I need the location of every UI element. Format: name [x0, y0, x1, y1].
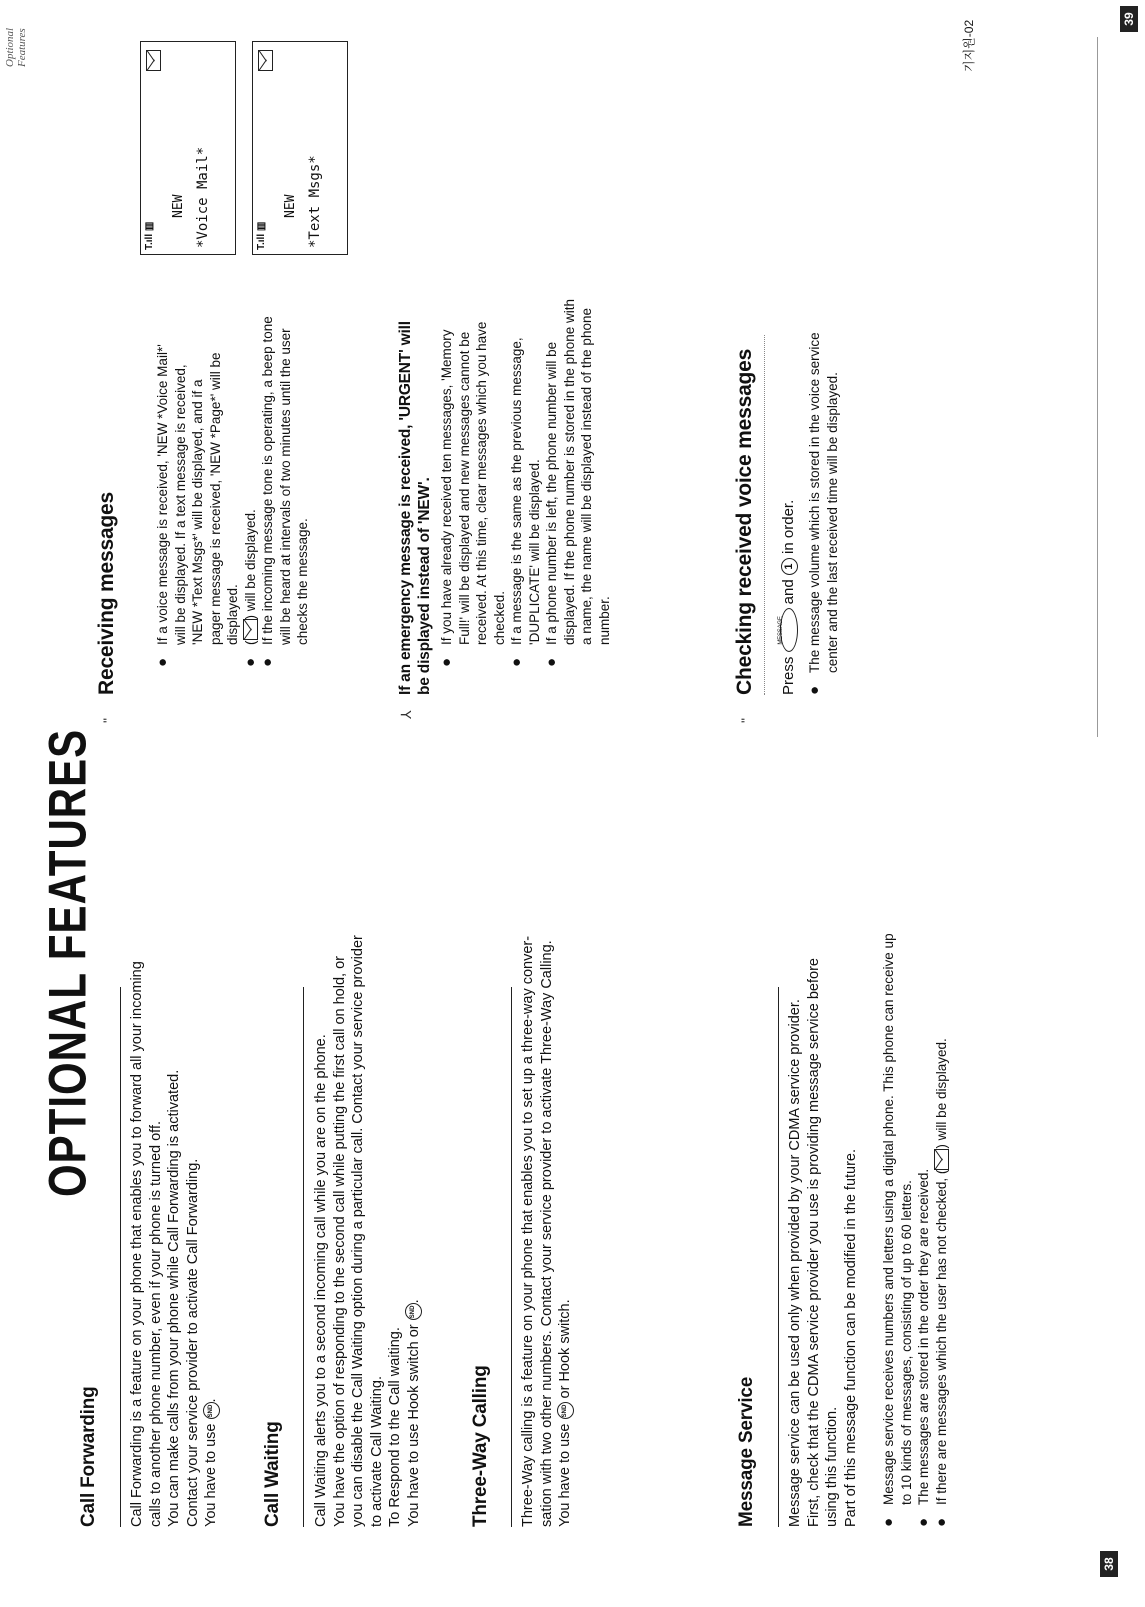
list-item: ● () will be displayed. [242, 227, 260, 667]
section-rule [511, 987, 512, 1527]
list-item: ● If a voice message is received, 'NEW *Voice Mail*' will be displayed. If a text message is received, 'NEW *Text Msgs*' will be displayed, and if a pager message is received, 'NEW *Page*' will be displayed. [154, 227, 242, 667]
section-rule [120, 987, 121, 1527]
key-one-icon: 1 [781, 558, 798, 575]
section-rule [778, 987, 779, 1527]
screen-line-1: NEW [171, 194, 186, 218]
checking-instruction: Press MESSAGE and 1 in order. [778, 499, 797, 695]
page-title: OPTIONAL FEATURES [38, 728, 97, 1197]
envelope-icon [243, 620, 258, 641]
call-forwarding-text: Call Forwarding is a feature on your phone that enables you to forward all your incoming calls to another phone number, even if your phone is turned off. You can make calls from your phone while Call Forwarding is activated. Contact your service provider to activate Call Forwarding. You have to use SND. [129, 961, 219, 1527]
emergency-heading: If an emergency message is received, 'URGENT' will be displayed instead of 'NEW'. [397, 321, 433, 695]
list-item: ● If the incoming message tone is operating, a beep tone will be heard at intervals of two minutes until the user checks the message. [259, 227, 312, 667]
signal-battery-icon: T.ıll ▥ [144, 221, 155, 250]
checking-heading: Checking received voice messages [733, 348, 756, 695]
running-header: Optional Features [4, 27, 28, 67]
message-key-icon: MESSAGE [780, 608, 798, 652]
call-waiting-text: Call Waiting alerts you to a second incoming call while you are on the phone. You have the option of responding to the second call while putting the first call on hold, or you can disable the Call Waiting option during a particular call. Contact your service provider to activate Call Waiting. To Respond to the Call waiting. You have to use Hook switch or SND. [313, 935, 422, 1527]
list-item: ● If you have already received ten messages, 'Memory Full!' will be displayed and new messages cannot be received. At this time, clear messages which you have checked. [438, 207, 508, 667]
call-forwarding-heading: Call Forwarding [78, 1386, 99, 1527]
list-item: ● The messages are stored in the order they are received. [915, 767, 933, 1527]
three-way-text: Three-Way calling is a feature on your phone that enables you to set up a three-way conver- sation with two other numbers. Contact your service provider to activate Three-Way Calling. You have to use SND or Hook switch. [520, 935, 573, 1527]
message-service-heading: Message Service [736, 1376, 757, 1527]
envelope-icon [146, 50, 161, 71]
list-item: ● If a message is the same as the previous message, 'DUPLICATE' will be displayed. [508, 207, 543, 667]
checking-bullets [806, 215, 841, 695]
receiving-heading: Receiving messages [95, 491, 118, 695]
tick-mark: " [100, 718, 116, 723]
send-key-icon: SND [557, 1403, 574, 1420]
send-key-icon: SND [405, 1303, 422, 1320]
emergency-bullets [438, 207, 613, 667]
section-rule [303, 987, 304, 1527]
three-way-heading: Three-Way Calling [470, 1365, 491, 1527]
envelope-icon [934, 1149, 949, 1170]
list-item: ● The message volume which is stored in the voice service center and the last received time will be displayed. [806, 215, 841, 695]
page-number-right: 39 [1120, 6, 1138, 32]
screen-line-2: *Voice Mail* [195, 146, 211, 248]
voice-mail-screen [140, 41, 236, 255]
screen-line-2: *Text Msgs* [307, 155, 323, 248]
tick-mark: ⅄ [398, 710, 414, 719]
list-item: ● If there are messages which the user has not checked, () will be displayed. [933, 767, 951, 1527]
reference-code: 기지원-02 [962, 19, 976, 72]
call-waiting-heading: Call Waiting [262, 1421, 283, 1527]
page-edge-rule [1097, 37, 1098, 737]
list-item: ● Message service receives numbers and letters using a digital phone. This phone can receive up to 10 kinds of messages, consisting of up to 60 letters. [880, 767, 915, 1527]
receiving-bullets [154, 227, 312, 667]
envelope-icon [258, 50, 273, 71]
message-service-bullets [880, 767, 950, 1527]
list-item: ● If a phone number is left, the phone number will be displayed. If the phone number is stored in the phone with a name, the name will be displayed instead of the phone number. [543, 207, 613, 667]
heading-underline [764, 335, 765, 695]
screen-line-1: NEW [283, 194, 298, 218]
page-number-left: 38 [1100, 1551, 1118, 1577]
tick-mark: " [738, 718, 754, 723]
signal-battery-icon: T.ıll ▥ [256, 221, 267, 250]
message-service-text: Message service can be used only when provided by your CDMA service provider. First, check that the CDMA service provider you use is providing message service before using this function. Part of this message function can be modified in the future. [787, 958, 859, 1527]
send-key-icon: SND [203, 1403, 220, 1420]
text-msgs-screen [252, 41, 348, 255]
